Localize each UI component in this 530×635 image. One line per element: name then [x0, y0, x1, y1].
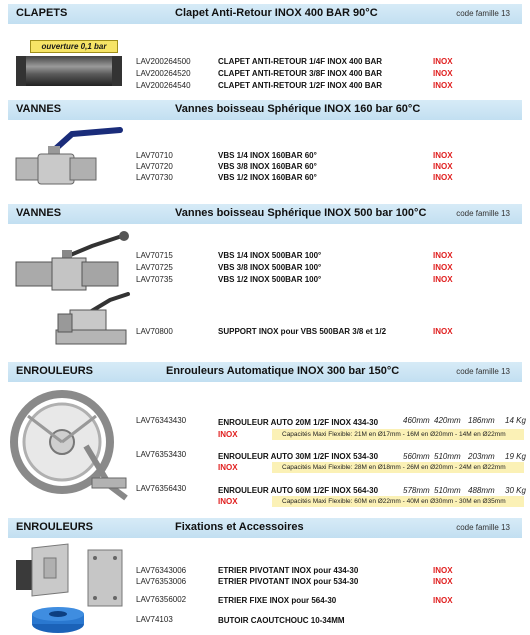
product-ref: LAV70710 [136, 151, 173, 160]
dimension: 488mm [468, 486, 495, 495]
section-category: ENROULEURS [16, 521, 94, 533]
product-desc: BUTOIR CAOUTCHOUC 10-34MM [218, 616, 345, 625]
dimension: 560mm [403, 452, 430, 461]
product-material: INOX [218, 497, 238, 506]
section-category: VANNES [16, 207, 62, 219]
product-material: INOX [433, 81, 453, 90]
product-desc: CLAPET ANTI-RETOUR 1/2F INOX 400 BAR [218, 81, 383, 90]
dimension: 203mm [468, 452, 495, 461]
dimension: 460mm [403, 416, 430, 425]
fixed-bracket-image [86, 548, 124, 608]
product-material: INOX [433, 275, 453, 284]
section-code: code famille 13 [456, 9, 510, 18]
rubber-stopper-image [30, 606, 86, 634]
product-ref: LAV70715 [136, 251, 173, 260]
product-material: INOX [433, 57, 453, 66]
product-desc: VBS 1/2 INOX 160BAR 60° [218, 173, 317, 182]
section-code: code famille 13 [456, 209, 510, 218]
product-ref: LAV70800 [136, 327, 173, 336]
dimension: 420mm [434, 416, 461, 425]
valve-support-image [50, 292, 134, 352]
section-category: ENROULEURS [16, 365, 94, 377]
weight: 30 Kg [505, 486, 526, 495]
section-header-enrouleurs [8, 362, 522, 382]
product-ref: LAV76343430 [136, 416, 187, 425]
product-ref: LAV70720 [136, 162, 173, 171]
product-material: INOX [433, 69, 453, 78]
product-material: INOX [218, 430, 238, 439]
product-desc: VBS 3/8 INOX 160BAR 60° [218, 162, 317, 171]
product-desc: ENROULEUR AUTO 60M 1/2F INOX 564-30 [218, 486, 379, 495]
product-ref: LAV76356430 [136, 484, 187, 493]
product-material: INOX [433, 151, 453, 160]
section-header-clapets [8, 4, 522, 24]
section-title: Fixations et Accessoires [175, 521, 304, 533]
product-ref: LAV76356002 [136, 595, 187, 604]
product-desc: VBS 3/8 INOX 500BAR 100° [218, 263, 322, 272]
section-code: code famille 13 [456, 367, 510, 376]
product-desc: CLAPET ANTI-RETOUR 1/4F INOX 400 BAR [218, 57, 383, 66]
section-header-vannes-160 [8, 100, 522, 120]
product-material: INOX [433, 327, 453, 336]
product-desc: VBS 1/4 INOX 160BAR 60° [218, 151, 317, 160]
product-desc: CLAPET ANTI-RETOUR 3/8F INOX 400 BAR [218, 69, 383, 78]
product-ref: LAV76353006 [136, 577, 187, 586]
product-material: INOX [433, 577, 453, 586]
clapet-opening-label: ouverture 0,1 bar [30, 40, 118, 53]
product-desc: ENROULEUR AUTO 20M 1/2F INOX 434-30 [218, 418, 379, 427]
capacity-note: Capacités Maxi Flexible: 21M en Ø17mm - 16M en Ø20mm - 14M en Ø22mm [272, 429, 524, 440]
product-desc: VBS 1/4 INOX 500BAR 100° [218, 251, 322, 260]
product-ref: LAV70735 [136, 275, 173, 284]
section-category: CLAPETS [16, 7, 68, 19]
product-desc: ENROULEUR AUTO 30M 1/2F INOX 534-30 [218, 452, 379, 461]
product-material: INOX [218, 463, 238, 472]
product-material: INOX [433, 162, 453, 171]
product-desc: ETRIER FIXE INOX pour 564-30 [218, 596, 337, 605]
product-desc: ETRIER PIVOTANT INOX pour 534-30 [218, 577, 359, 586]
product-ref: LAV74103 [136, 615, 173, 624]
product-ref: LAV200264540 [136, 81, 191, 90]
product-ref: LAV200264500 [136, 57, 191, 66]
section-code: code famille 13 [456, 523, 510, 532]
hose-reel-image [6, 386, 134, 506]
product-ref: LAV76343006 [136, 566, 187, 575]
section-title: Vannes boisseau Sphérique INOX 500 bar 100°C [175, 207, 427, 219]
dimension: 510mm [434, 452, 461, 461]
dimension: 186mm [468, 416, 495, 425]
product-material: INOX [433, 251, 453, 260]
section-title: Clapet Anti-Retour INOX 400 BAR 90°C [175, 7, 378, 19]
product-desc: SUPPORT INOX pour VBS 500BAR 3/8 et 1/2 [218, 327, 387, 336]
product-desc: ETRIER PIVOTANT INOX pour 434-30 [218, 566, 359, 575]
product-ref: LAV200264520 [136, 69, 191, 78]
section-title: Vannes boisseau Sphérique INOX 160 bar 60°C [175, 103, 421, 115]
ball-valve-160-image [12, 124, 132, 198]
capacity-note: Capacités Maxi Flexible: 28M en Ø18mm - 26M en Ø20mm - 24M en Ø22mm [272, 462, 524, 473]
section-category: VANNES [16, 103, 62, 115]
product-material: INOX [433, 596, 453, 605]
weight: 14 Kg [505, 416, 526, 425]
swivel-bracket-image [10, 540, 74, 600]
section-header-fixations [8, 518, 522, 538]
weight: 19 Kg [505, 452, 526, 461]
dimension: 578mm [403, 486, 430, 495]
product-material: INOX [433, 263, 453, 272]
product-ref: LAV76353430 [136, 450, 187, 459]
section-header-vannes-500 [8, 204, 522, 224]
product-ref: LAV70730 [136, 173, 173, 182]
product-material: INOX [433, 566, 453, 575]
product-material: INOX [433, 173, 453, 182]
dimension: 510mm [434, 486, 461, 495]
section-title: Enrouleurs Automatique INOX 300 bar 150°C [166, 365, 400, 377]
ball-valve-500-image [12, 228, 134, 296]
capacity-note: Capacités Maxi Flexible: 60M en Ø22mm - 40M en Ø30mm - 30M en Ø35mm [272, 496, 524, 507]
product-ref: LAV70725 [136, 263, 173, 272]
product-desc: VBS 1/2 INOX 500BAR 100° [218, 275, 322, 284]
